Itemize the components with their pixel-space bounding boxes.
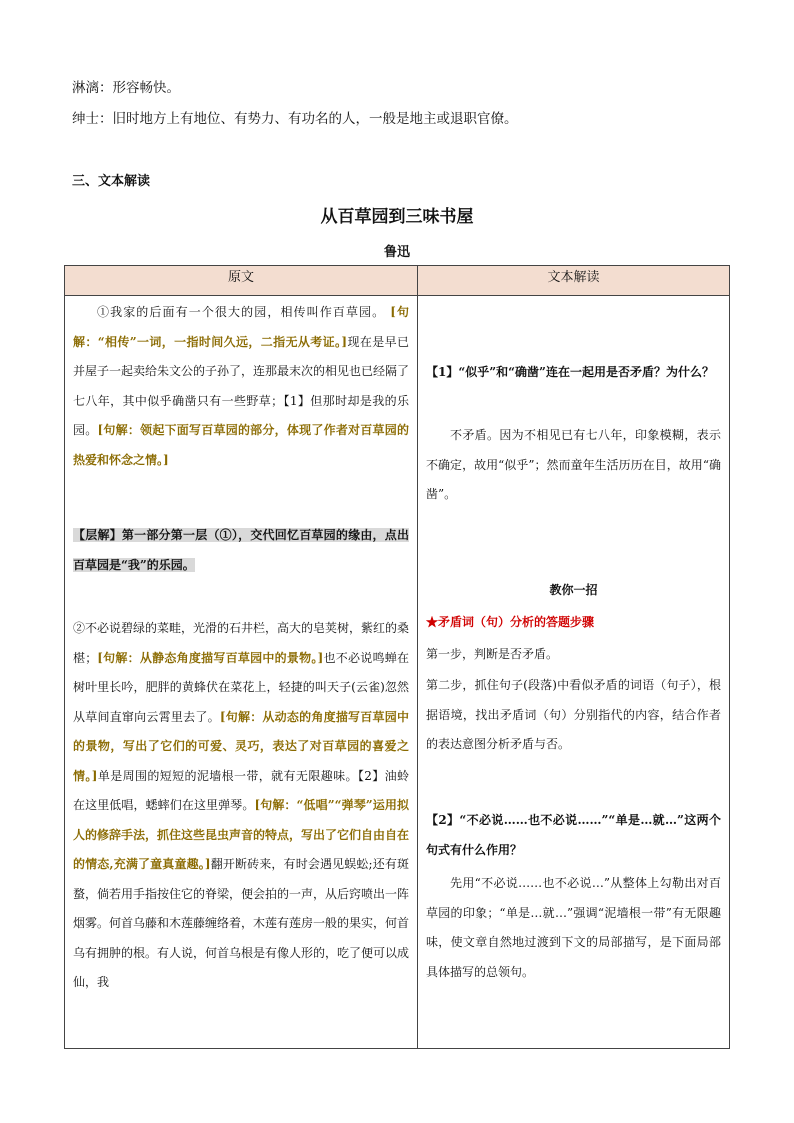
paragraph-2-text-a: ②不必说碧绿的菜畦，光滑的石井栏，高大的皂荚树，紫红的桑椹； bbox=[73, 621, 410, 665]
header-original-text: 原文 bbox=[65, 266, 418, 296]
text-title: 从百草园到三味书屋 bbox=[320, 207, 474, 227]
question-1 bbox=[426, 358, 721, 388]
header-interpretation: 文本解读 bbox=[418, 266, 730, 296]
question-2 bbox=[426, 806, 721, 865]
answer-1: 不矛盾。因为不相见已有七八年，印象模糊，表示不确定，故用“似乎”；然而童年生活历历在目，故用“确凿”。 bbox=[426, 428, 721, 501]
original-text-cell bbox=[65, 296, 418, 1049]
tip-step-1: 第一步，判断是否矛盾。 bbox=[426, 647, 559, 661]
interpretation-cell bbox=[418, 296, 730, 1049]
tip-step-2: 第二步，抓住句子(段落)中看似矛盾的词语（句子），根据语境，找出矛盾词（句）分别指代的内容，结合作者的表达意图分析矛盾与否。 bbox=[426, 678, 721, 751]
sentence-note: [句解：“低唱”“弹琴”运用拟人的修辞手法，抓住这些昆虫声音的特点，写出了它们自由自在的情态,充满了童真童趣。] bbox=[73, 798, 410, 871]
reading-table bbox=[64, 265, 730, 1049]
paragraph-2-text-c: 单是周围的短短的泥墙根一带，就有无限趣味。【2】油蛉在这里低唱，蟋蟀们在这里弹琴。 bbox=[73, 768, 409, 812]
paragraph-2-text-d: 翻开断砖来，有时会遇见蜈蚣;还有斑蝥，倘若用手指按住它的脊梁，便会拍的一声，从后窍喷出一阵烟雾。何首乌藤和木莲藤缠络着，木莲有莲房一般的果实，何首乌有拥肿的根。有人说，何首乌根是有像人形的，吃了便可以成仙，我 bbox=[73, 857, 410, 989]
tip-title: 教你一招 bbox=[549, 583, 598, 597]
paragraph-2-text-b: 也不必说鸣蝉在树叶里长吟，肥胖的黄蜂伏在菜花上，轻捷的叫天子(云雀)忽然从草间直窜向云霄里去了。 bbox=[73, 650, 409, 724]
sentence-note: [句解：“相传”一词，一指时间久远，二指无从考证。] bbox=[73, 305, 409, 349]
sentence-note: [句解：领起下面写百草园的部分，体现了作者对百草园的热爱和怀念之情。] bbox=[73, 423, 409, 467]
question-1-text: 【1】“似乎”和“确凿”连在一起用是否矛盾？为什么？ bbox=[426, 365, 714, 379]
table-row bbox=[65, 296, 730, 1049]
text-author: 鲁迅 bbox=[383, 245, 410, 260]
layer-text: 第一部分第一层（①），交代回忆百草园的缘由，点出百草园是“我”的乐园。 bbox=[73, 528, 409, 572]
paragraph-1 bbox=[73, 298, 409, 475]
layer-analysis bbox=[73, 521, 409, 580]
glossary-line-linli: 淋漓：形容畅快。 bbox=[72, 80, 180, 96]
answer-2: 先用“不必说……也不必说…”从整体上勾勒出对百草园的印象；“单是…就…”强调“泥墙根一带”有无限趣味，使文章自然地过渡到下文的局部描写，是下面局部具体描写的总领句。 bbox=[426, 876, 721, 979]
paragraph-1-text-a: ①我家的后面有一个很大的园，相传叫作百草园。 bbox=[97, 305, 386, 319]
tip-heading: ★矛盾词（句）分析的答题步骤 bbox=[426, 615, 595, 629]
question-2-text: 【2】“不必说……也不必说……”“单是…就…”这两个句式有什么作用？ bbox=[426, 813, 721, 857]
glossary-line-shenshi: 绅士：旧时地方上有地位、有势力、有功名的人，一般是地主或退职官僚。 bbox=[72, 111, 518, 127]
layer-label: 【层解】 bbox=[73, 528, 122, 542]
sentence-note: [句解：从静态角度描写百草园中的景物。] bbox=[97, 650, 324, 665]
section-heading: 三、文本解读 bbox=[72, 174, 151, 189]
paragraph-2 bbox=[73, 614, 409, 998]
table-header-row bbox=[65, 266, 730, 296]
sentence-note: [句解：从动态的角度描写百草园中的景物，写出了它们的可爱、灵巧，表达了对百草园的喜爱之情。] bbox=[73, 709, 409, 783]
paragraph-1-text-b: 现在是早已并屋子一起卖给朱文公的子孙了，连那最末次的相见也已经隔了七八年，其中似乎确凿只有一些野草；【1】但那时却是我的乐园。 bbox=[73, 334, 410, 437]
